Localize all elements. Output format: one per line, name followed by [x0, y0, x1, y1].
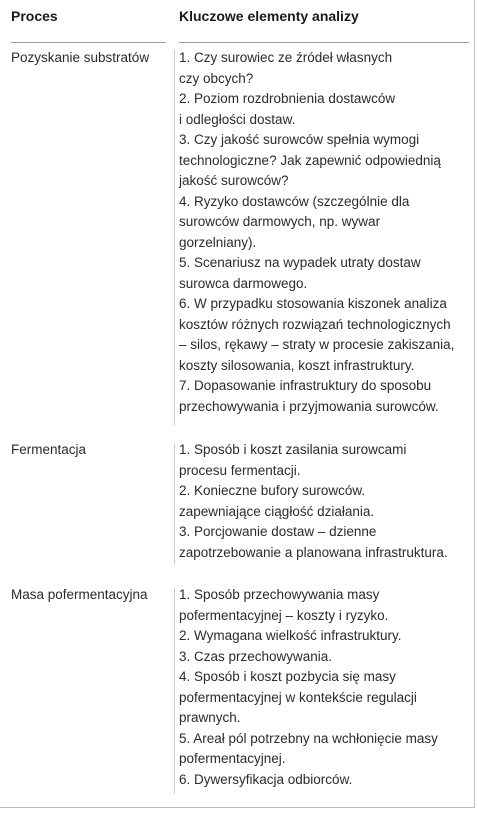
analysis-line: pofermentacyjnej.: [179, 751, 286, 766]
header-process: Proces: [11, 8, 58, 24]
analysis-line: 3. Czy jakość surowców spełnia wymogi: [179, 132, 420, 147]
analysis-line: procesu fermentacji.: [179, 462, 301, 478]
analysis-line: 7. Dopasowanie infrastruktury do sposobu: [179, 378, 432, 393]
analysis-line: surowca darmowego.: [179, 275, 308, 291]
analysis-line: czy obcych?: [179, 70, 254, 86]
column-divider: [174, 50, 175, 425]
header-rule-left: [11, 42, 166, 43]
analysis-line: 5. Scenariusz na wypadek utraty dostaw: [179, 255, 421, 270]
analysis-line: kosztów różnych rozwiązań technologicznych: [179, 316, 451, 332]
column-divider: [174, 443, 175, 565]
analysis-line: i odległości dostaw.: [179, 111, 296, 127]
analysis-cell: [179, 440, 475, 563]
analysis-line: 2. Poziom rozdrobnienia dostawców: [179, 91, 396, 106]
analysis-line: – silos, rękawy – straty w procesie zakiszania,: [179, 337, 455, 352]
analysis-line: 1. Czy surowiec ze źródeł własnych: [179, 50, 393, 65]
analysis-line: 2. Konieczne bufory surowców.: [179, 483, 366, 498]
analysis-cell: [179, 48, 475, 417]
analysis-line: pofermentacyjnej w kontekście regulacji: [179, 689, 417, 705]
analysis-cell: [179, 585, 475, 790]
analysis-line: 3. Czas przechowywania.: [179, 648, 333, 664]
analysis-line: zapotrzebowanie a planowana infrastruktura.: [179, 544, 448, 560]
analysis-line: 6. W przypadku stosowania kiszonek analiza: [179, 296, 447, 311]
analysis-line: przechowywania i przyjmowania surowców.: [179, 398, 439, 414]
analysis-line: pofermentacyjnej – koszty i ryzyko.: [179, 607, 389, 623]
analysis-line: technologiczne? Jak zapewnić odpowiednią: [179, 152, 441, 168]
process-cell: Masa pofermentacyjna: [11, 587, 148, 602]
column-divider: [174, 588, 175, 794]
table-header: [0, 0, 475, 43]
header-rule-right: [179, 42, 469, 43]
analysis-line: koszty silosowania, koszt infrastruktury.: [179, 357, 415, 373]
analysis-line: zapewniające ciągłość działania.: [179, 503, 375, 519]
analysis-line: 3. Porcjowanie dostaw – dzienne: [179, 524, 377, 539]
analysis-line: 2. Wymagana wielkość infrastruktury.: [179, 628, 402, 643]
analysis-line: surowców darmowych, np. wywar: [179, 214, 381, 229]
analysis-line: 4. Sposób i koszt pozbycia się masy: [179, 669, 396, 684]
analysis-line: prawnych.: [179, 710, 241, 725]
analysis-line: 4. Ryzyko dostawców (szczególnie dla: [179, 193, 410, 209]
analysis-line: 1. Sposób i koszt zasilania surowcami: [179, 442, 407, 457]
header-analysis: Kluczowe elementy analizy: [179, 8, 359, 24]
analysis-line: 1. Sposób przechowywania masy: [179, 587, 380, 602]
process-cell: Pozyskanie substratów: [11, 50, 150, 65]
analysis-line: jakość surowców?: [179, 173, 289, 188]
process-cell: Fermentacja: [11, 442, 87, 457]
analysis-line: gorzelniany).: [179, 234, 257, 250]
analysis-line: 6. Dywersyfikacja odbiorców.: [179, 771, 353, 787]
analysis-line: 5. Areał pól potrzebny na wchłonięcie masy: [179, 730, 438, 746]
